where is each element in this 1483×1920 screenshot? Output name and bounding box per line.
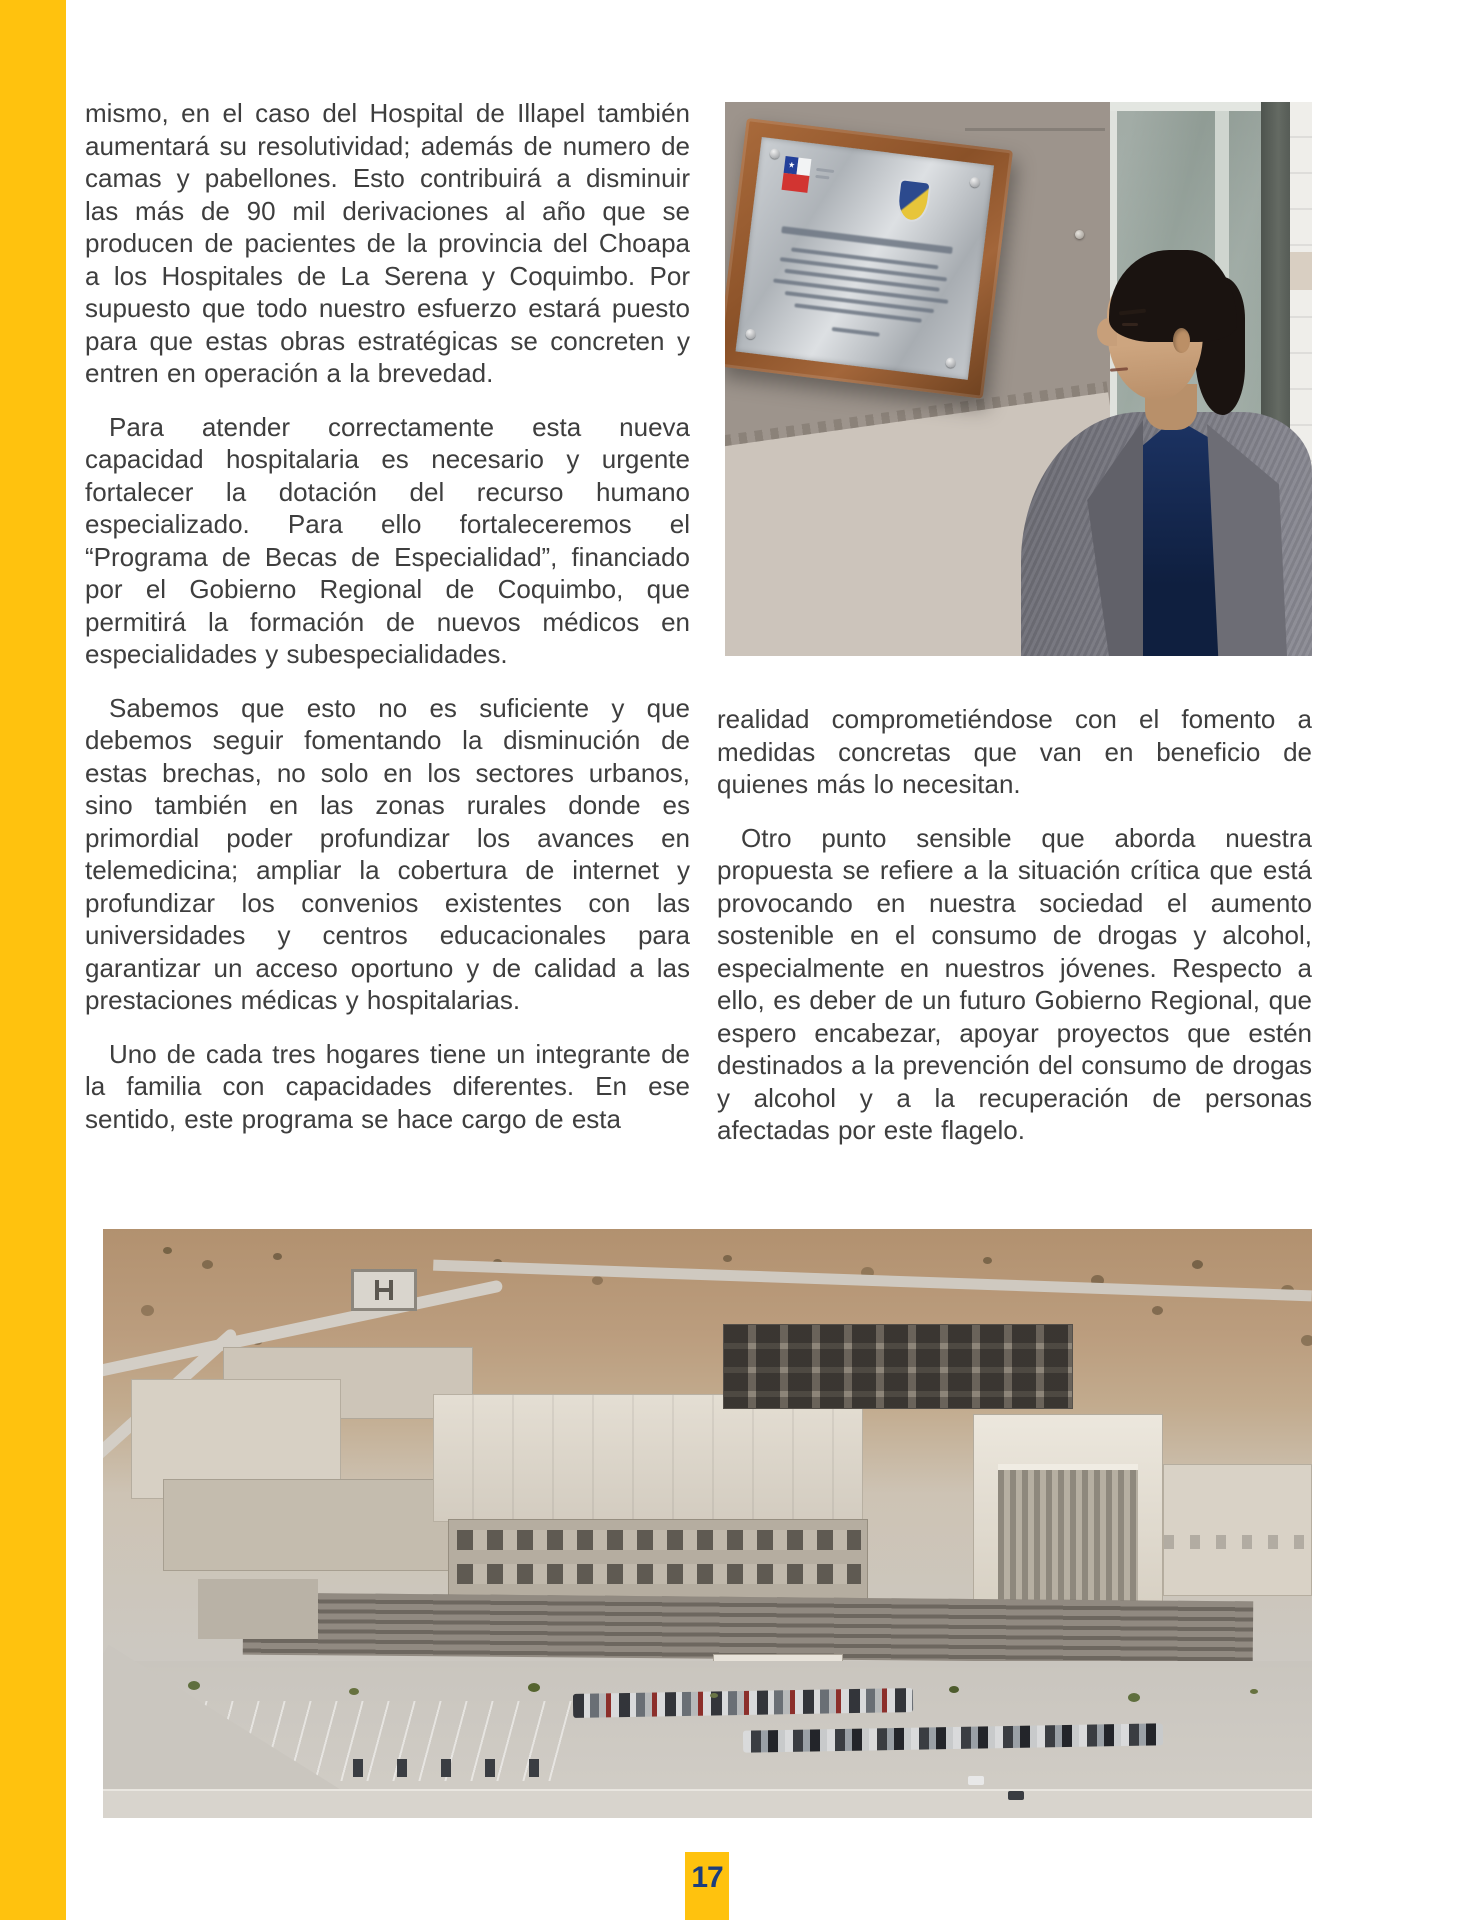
rooftop-hvac-units [723,1324,1073,1409]
hospital-annex [1163,1464,1312,1596]
parked-cars-row [573,1688,913,1718]
louvered-base-building [243,1593,1254,1664]
helipad [351,1269,417,1311]
man-eye [1122,323,1138,326]
hospital-main-roof [433,1394,863,1522]
wall-dentil-edge [725,381,1108,450]
helipad-marking [378,1288,390,1292]
road [433,1260,1312,1302]
paragraph: realidad comprometiéndose con el fomento a medidas concretas que van en beneficio de quienes más lo necesitan. [717,704,1312,799]
man-ear [1173,328,1190,353]
plaque-plate [735,137,994,380]
paragraph: Uno de cada tres hogares tiene un integrante de la familia con capacidades diferentes. En ese sentido, este programa se hace cargo de esta [85,1038,690,1134]
car [968,1776,984,1785]
landscaping-bushes [188,1681,200,1690]
plaque-engraved-text [735,137,994,380]
plaque-photo [725,102,1312,656]
tower-louver-facade [998,1464,1138,1616]
car [1008,1791,1024,1800]
hospital-wing-roof [163,1479,463,1571]
window-row [457,1530,861,1550]
parked-cars-row [353,1759,573,1777]
page-number-badge [685,1852,729,1920]
parked-cars-row [743,1723,1163,1752]
desert-shrubs [163,1247,172,1254]
wall-groove [965,128,1105,131]
window-row [457,1564,861,1584]
sidewalk [103,1789,1312,1818]
plaque-frame [725,118,1013,399]
right-text-column [717,703,1312,1168]
paragraph: mismo, en el caso del Hospital de Illapel también aumentará su resolutividad; además de numero de camas y pabellones. Esto contribuirá a disminuir las más de 90 mil derivaciones al año que se producen de pacientes de la provincia del Choapa a los Hospitales de La Serena y Coquimbo. Por supuesto que todo nuestro esfuerzo estará puesto para que estas obras estratégicas se concreten y entren en operación a la brevedad. [85,98,690,388]
paragraph: Otro punto sensible que aborda nuestra propuesta se refiere a la situación crítica que está provocando en nuestra sociedad el aumento sostenible en el consumo de drogas y alcohol, especialmente en nuestros jóvenes. Respecto a ello, es deber de un futuro Gobierno Regional, que espero encabezar, apoyar proyectos que estén destinados a la prevención del consumo de drogas y alcohol y a la recuperación de personas afectadas por este flagelo. [717,822,1312,1145]
page-number: 17 [691,1861,723,1894]
paragraph: Sabemos que esto no es suficiente y que debemos seguir fomentando la disminución de estas brechas, no solo en los sectores urbanos, sino también en las zonas rurales donde es primordial poder profundizar los avances en telemedicina; ampliar la cobertura de internet y profundizar los convenios existentes con las universidades y centros educacionales para garantizar un acceso oportuno y de calidad a las prestaciones médicas y hospitalarias. [85,692,690,1015]
left-text-column [85,97,690,1156]
side-block [198,1579,318,1639]
wall-bolt [1075,230,1084,239]
pillar-patch [1290,252,1312,290]
paragraph: Para atender correctamente esta nueva capacidad hospitalaria es necesario y urgente fortalecer la dotación del recurso humano especializado. Para ello fortaleceremos el “Programa de Becas de Especialidad”, financiado por el Gobierno Regional de Coquimbo, que permitirá la formación de nuevos médicos en especialidades y subespecialidades. [85,411,690,669]
aerial-hospital-photo [103,1229,1312,1818]
plaza-parking-area [103,1661,1312,1818]
left-accent-bar [0,0,66,1920]
